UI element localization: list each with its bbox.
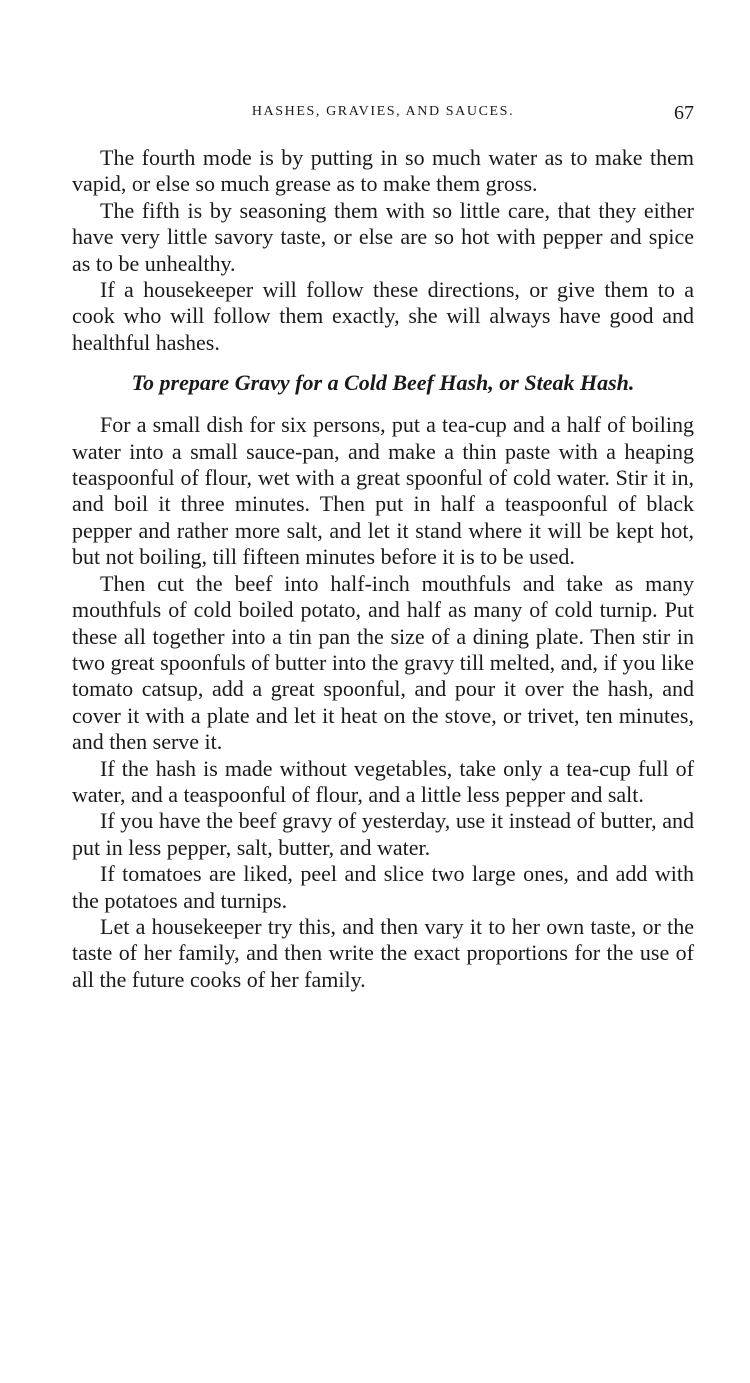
page-body [72,145,694,993]
paragraph-gravy-preparation: For a small dish for six persons, put a tea-cup and a half of boiling water into a small sauce-pan, and make a thin paste with a heaping teaspoonful of flour, wet with a great spoonful of cold water. Stir it in, and boil it three minutes. Then put in half a teaspoonful of black pepper and rather more salt, and let it stand where it will be kept hot, but not boiling, till fifteen minutes before it is to be used. [72,412,694,570]
paragraph-tomatoes: If tomatoes are liked, peel and slice two large ones, and add with the potatoes and turnips. [72,861,694,913]
paragraph-vary-taste: Let a housekeeper try this, and then vary it to her own taste, or the taste of her family, and then write the exact proportions for the use of all the future cooks of her family. [72,913,694,992]
running-title: HASHES, GRAVIES, AND SAUCES. [251,104,515,119]
paragraph-housekeeper-directions: If a housekeeper will follow these directions, or give them to a cook who will follow them exactly, she will always have good and healthful hashes. [72,277,694,355]
page-number: 67 [674,102,694,124]
paragraph-cut-beef: Then cut the beef into half-inch mouthfuls and take as many mouthfuls of cold boiled potato, and half as many of cold turnip. Put these all together into a tin pan the size of a dining plate. Then stir in two great spoonfuls of butter into the gravy till melted, and, if you like tomato catsup, add a great spoonful, and pour it over the hash, and cover it with a plate and let it heat on the stove, or trivet, ten minutes, and then serve it. [72,570,694,755]
paragraph-fourth-mode: The fourth mode is by putting in so much water as to make them vapid, or else so much grease as to make them gross. [72,145,694,197]
running-head [72,104,694,128]
paragraph-without-vegetables: If the hash is made without vegetables, take only a tea-cup full of water, and a teaspoonful of flour, and a little less pepper and salt. [72,755,694,807]
section-heading: To prepare Gravy for a Cold Beef Hash, or Steak Hash. [131,370,635,396]
paragraph-beef-gravy-yesterday: If you have the beef gravy of yesterday, use it instead of butter, and put in less pepper, salt, butter, and water. [72,808,694,860]
paragraph-fifth-mode: The fifth is by seasoning them with so little care, that they either have very little savory taste, or else are so hot with pepper and spice as to be unhealthy. [72,197,694,276]
